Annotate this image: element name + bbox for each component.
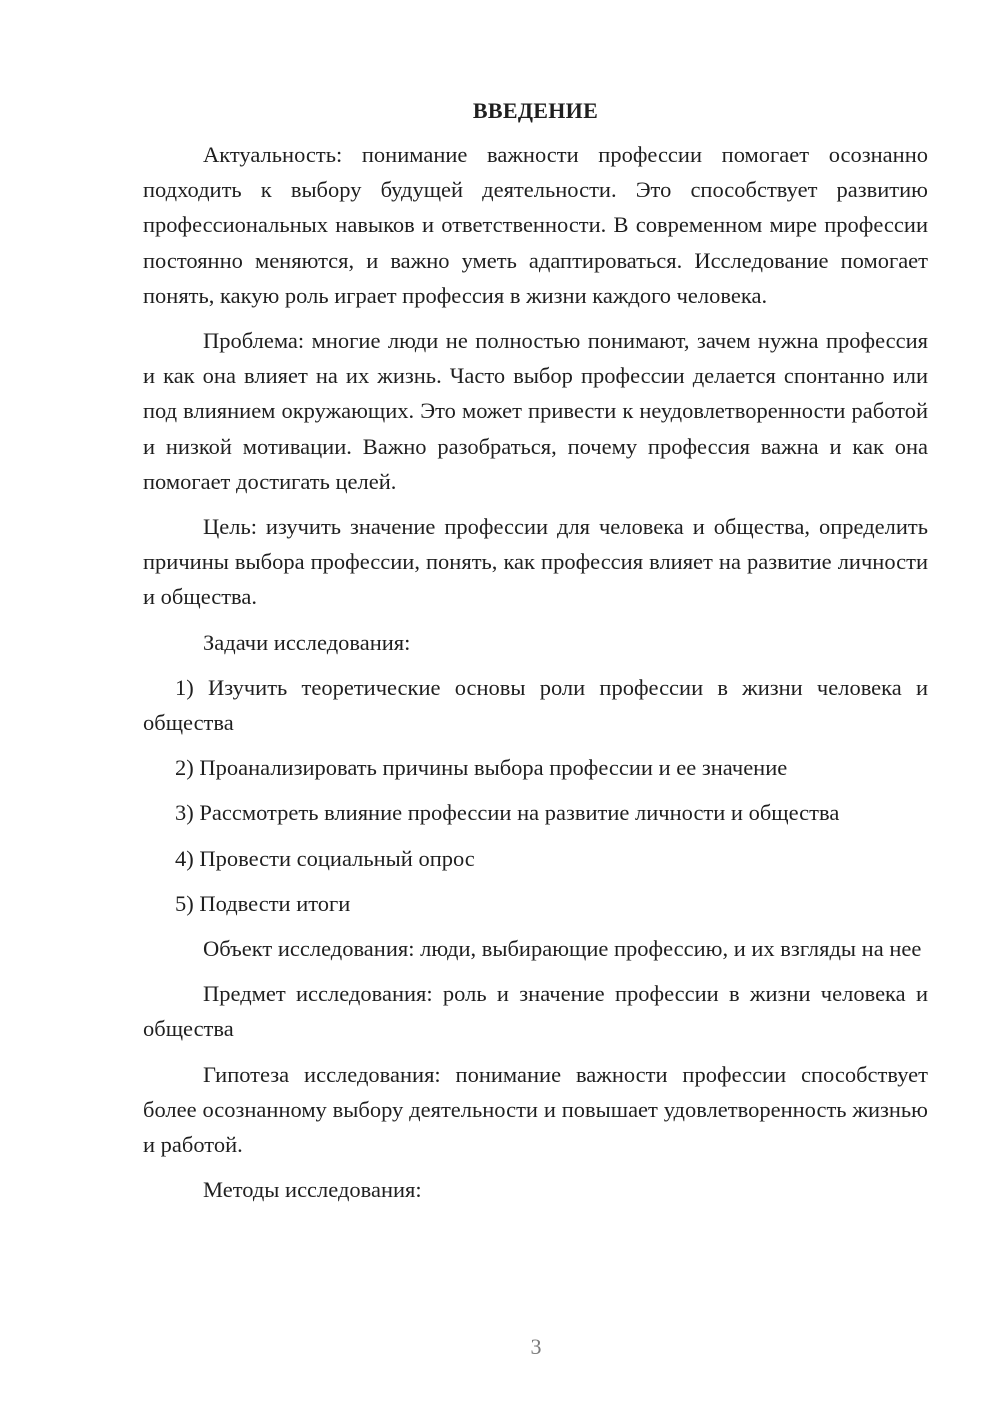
document-body: [143, 95, 928, 1217]
paragraph-hypothesis: Гипотеза исследования: понимание важности профессии способствует более осознанному выбору деятельности и повышает удовлетворенность жизнью и работой.: [143, 1061, 928, 1158]
tasks-list: [143, 670, 928, 921]
paragraph-problem: Проблема: многие люди не полностью понимают, зачем нужна профессия и как она влияет на их жизнь. Часто выбор профессии делается спонтанно или под влиянием окружающих. Это может привести к неудовлетворенности работой и низкой мотивации. Важно разобраться, почему профессия важна и как она помогает достигать целей.: [143, 328, 928, 494]
page-number: 3: [530, 1334, 542, 1359]
paragraph-methods: Методы исследования:: [203, 1177, 422, 1203]
paragraph-relevance: Актуальность: понимание важности профессии помогает осознанно подходить к выбору будущей деятельности. Это способствует развитию профессиональных навыков и ответственности. В современном мире профессии постоянно меняются, и важно уметь адаптироваться. Исследование помогает понять, какую роль играет профессия в жизни каждого человека.: [143, 142, 928, 308]
list-item: 3) Рассмотреть влияние профессии на развитие личности и общества: [175, 800, 840, 826]
tasks-heading: Задачи исследования:: [203, 629, 411, 655]
paragraph-goal: Цель: изучить значение профессии для человека и общества, определить причины выбора профессии, понять, как профессия влияет на развитие личности и общества.: [143, 514, 928, 610]
list-item: 2) Проанализировать причины выбора профессии и ее значение: [175, 755, 788, 781]
paragraph-object: Объект исследования: люди, выбирающие профессию, и их взгляды на нее: [203, 936, 922, 962]
paragraph-subject: Предмет исследования: роль и значение профессии в жизни человека и общества: [143, 981, 928, 1042]
list-item: 5) Подвести итоги: [175, 890, 351, 916]
list-item: 4) Провести социальный опрос: [175, 845, 475, 871]
list-item: 1) Изучить теоретические основы роли профессии в жизни человека и общества: [143, 674, 928, 736]
section-title: ВВЕДЕНИЕ: [472, 98, 599, 123]
